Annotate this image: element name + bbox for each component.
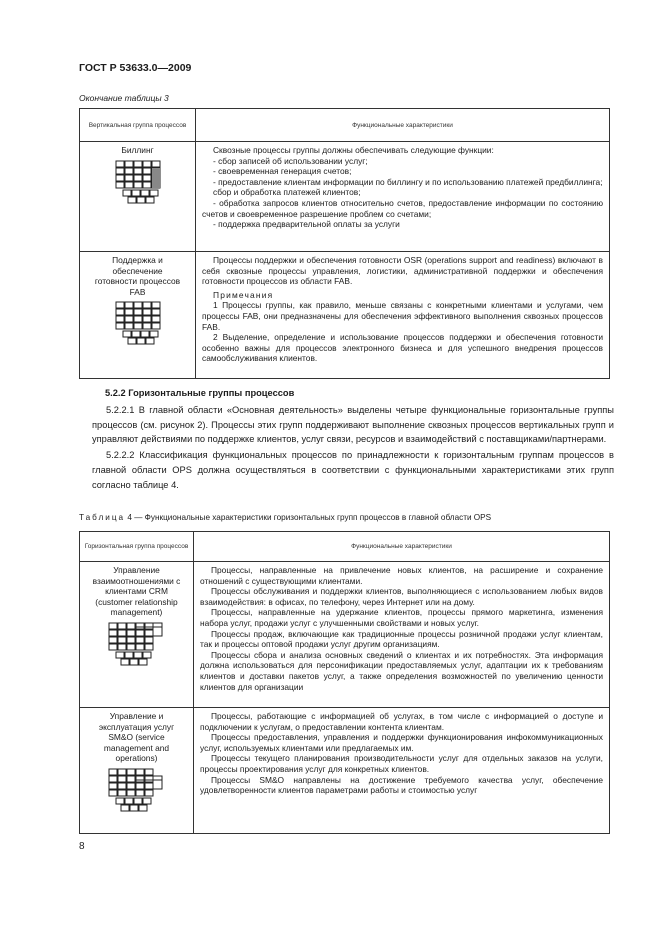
note-item: 2 Выделение, определение и использование процессов поддержки и обеспечения готовности особенно важны для процессов электронного бизнеса и для успешного внедрения процессов самообслуживания клиентов. xyxy=(202,332,603,364)
group-name: Управление взаимоотношениями с клиентами CRM (customer relationship management) xyxy=(92,565,181,618)
body-paragraph: 5.2.2.2 Классификация функциональных процессов по принадлежности к горизонтальным группам процессов в главной области OPS должна осуществляться в соответствии с функциональными характеристиками этих групп согласно таблице 4. xyxy=(92,450,614,490)
text-paragraph: Процессы SM&O направлены на достижение требуемого качества услуг, обеспечение удовлетворенности клиентов параметрами работы и стоимостью услуг xyxy=(200,774,603,796)
table4-header-characteristics: Функциональные характеристики xyxy=(194,532,610,562)
caption-label: Таблица xyxy=(79,513,126,522)
text-paragraph: Процессы, направленные на удержание клиентов, процессы прямого маркетинга, изменения набора услуг, продажи услуг с улучшенными свойствами и новых услуг. xyxy=(200,607,603,628)
table4-caption xyxy=(79,513,491,522)
page-number: 8 xyxy=(79,841,85,852)
text-line: - своевременная генерация счетов; xyxy=(213,166,352,177)
table-row xyxy=(80,252,610,379)
text-line: - сбор записей об использовании услуг; xyxy=(213,155,368,166)
text-line: Сквозные процессы группы должны обеспечивать следующие функции: xyxy=(213,145,494,155)
table4-header-group: Горизонтальная группа процессов xyxy=(80,532,194,562)
caption-text: 4 — Функциональные характеристики горизонтальных групп процессов в главной области OPS xyxy=(127,513,492,522)
text-line: сбор и обработка платежей клиентов; xyxy=(213,187,361,198)
process-grid-icon xyxy=(108,768,166,812)
table4-row2-description xyxy=(194,708,610,834)
text-paragraph: Процессы, работающие с информацией об услугах, в том числе с информацией о доступе и подключении к услугам, о предоставлении контента клиентам. xyxy=(200,711,603,732)
text-line: - поддержка предварительной оплаты за услуги xyxy=(213,219,400,230)
body-paragraph: 5.2.2.1 В главной области «Основная деятельность» выделены четыре функциональные горизонтальные группы процессов (см. рисунок 2). Процессы этих групп поддерживают выполнение сквозных процессов вертикальных групп и управляют действиями по поддержке клиентов, услуг связи, ресурсов и взаимодействий с поставщиками/партнерами. xyxy=(92,405,614,445)
document-header: ГОСТ Р 53633.0—2009 xyxy=(79,62,192,74)
table3-header-group: Вертикальная группа процессов xyxy=(80,109,196,142)
text-paragraph: Процессы предоставления, управления и поддержки функционирования инфокоммуникационных услуг, используемых клиентами или предлагаемых им. xyxy=(200,732,603,753)
table4-row1-description xyxy=(194,562,610,708)
table3-continuation-label: Окончание таблицы 3 xyxy=(79,93,169,103)
table3-row1-description xyxy=(196,142,610,252)
table4-row1-group xyxy=(80,562,194,708)
table-row xyxy=(80,142,610,252)
table-row xyxy=(80,708,610,834)
text-paragraph: Процессы обслуживания и поддержки клиентов, выполняющиеся с использованием любых видов взаимодействия: в офисах, по телефону, через Интернет или на дому. xyxy=(200,586,603,607)
section-body xyxy=(92,403,614,492)
process-grid-icon xyxy=(115,160,161,204)
table3-header-characteristics: Функциональные характеристики xyxy=(196,109,610,142)
group-name: Поддержка и обеспечение готовности процессов FAB xyxy=(94,255,181,297)
text-paragraph: Процессы поддержки и обеспечения готовности OSR (operations support and readiness) включают в себя сквозные процессы управления, логистики, административной поддержки и обеспечения готовности процессов из области FAB. xyxy=(202,255,603,287)
process-grid-icon xyxy=(108,622,166,666)
table-4 xyxy=(79,531,610,834)
table3-row2-group xyxy=(80,252,196,379)
text-paragraph: Процессы, направленные на привлечение новых клиентов, на расширение и сохранение отношений с существующими клиентами. xyxy=(200,565,603,586)
text-paragraph: Процессы сбора и анализа основных сведений о клиентах и их потребностях. Эта информация должна использоваться для персонификации предоставляемых услуг, адаптации их к требованиям клиентов и доставки пакетов услуг, а также определения возможностей по увеличению ценности клиентов для организации xyxy=(200,649,603,692)
notes-title: Примечания xyxy=(213,289,274,300)
table-row xyxy=(80,562,610,708)
table-3 xyxy=(79,108,610,379)
process-grid-icon xyxy=(115,301,161,345)
section-heading: 5.2.2 Горизонтальные группы процессов xyxy=(105,388,295,398)
table3-row2-description xyxy=(196,252,610,379)
text-line: - предоставление клиентам информации по биллингу и по использованию платежей предбиллинга; xyxy=(213,176,603,187)
text-paragraph: Процессы продаж, включающие как традиционные процессы розничной продажи услуг клиентам, так и процессы оптовой продажи услуг другим организациям. xyxy=(200,628,603,650)
text-line: - обработка запросов клиентов относительно счетов, предоставление информации по состоянию счетов и своевременное разрешение проблем со счетами; xyxy=(202,197,603,219)
group-name: Управление и эксплуатация услуг SM&O (service management and operations) xyxy=(98,711,175,764)
table4-row2-group xyxy=(80,708,194,834)
note-item: 1 Процессы группы, как правило, меньше связаны с конкретными клиентами и услугами, чем процессы FAB, они предназначены для обеспечения эффективного выполнения сквозных процессов FAB. xyxy=(202,300,603,332)
table3-row1-group xyxy=(80,142,196,252)
group-name: Биллинг xyxy=(121,145,154,155)
text-paragraph: Процессы текущего планирования производительности услуг для отдельных заказов на услуги, процессы проектирования услуг для конкретных клиентов. xyxy=(200,753,603,774)
